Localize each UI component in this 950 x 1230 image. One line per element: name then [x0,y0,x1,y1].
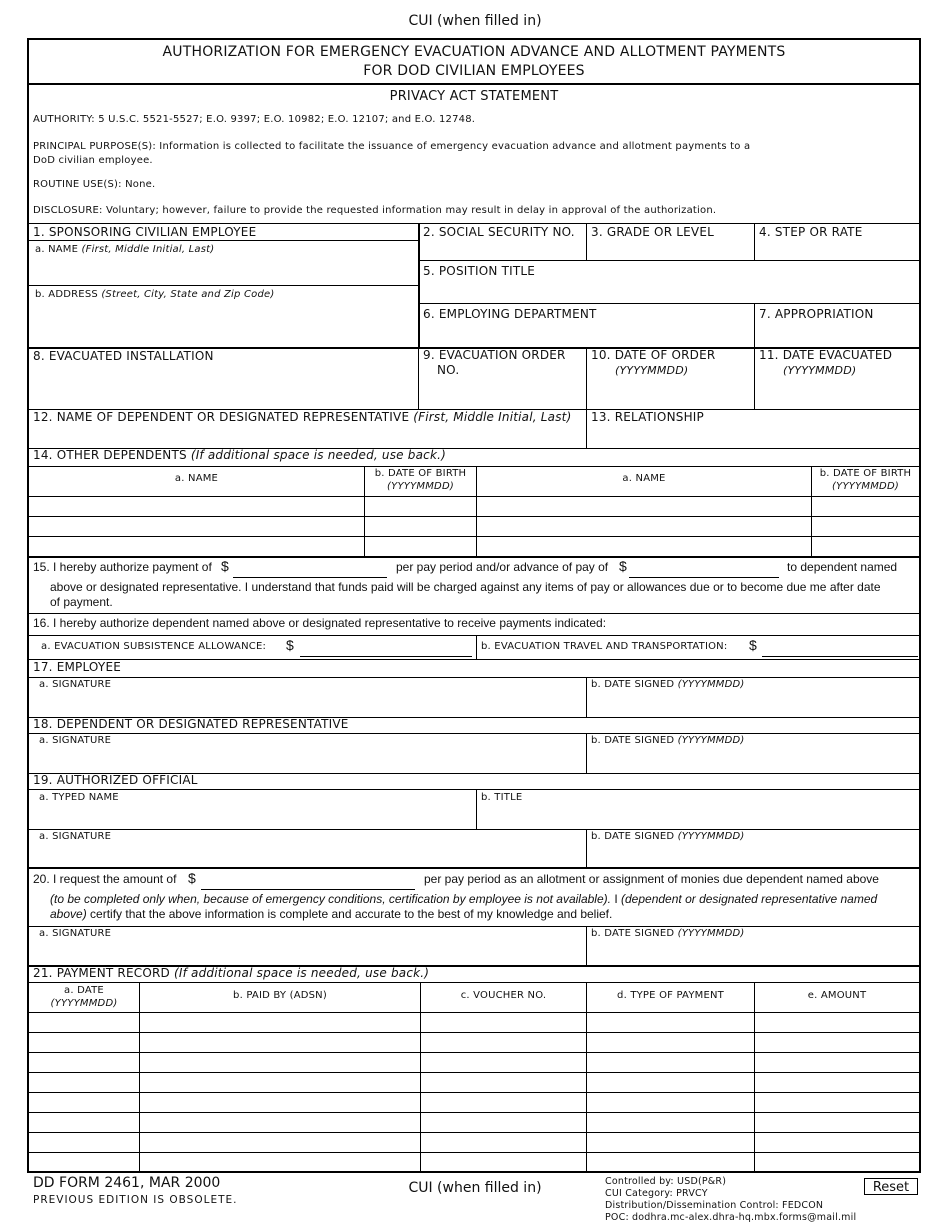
official-date-input[interactable] [591,845,915,865]
dependent-name-cell[interactable] [479,518,808,535]
divider [29,789,919,790]
field-10-line2: (YYYYMMDD) [615,364,689,377]
disclosure-text: Voluntary; however, failure to provide the requested information may result in delay in approval of the authorization. [105,205,717,216]
divider [29,1152,919,1153]
payment-type-cell[interactable] [589,1014,752,1031]
payment-type-cell[interactable] [589,1034,752,1051]
divider [29,613,919,614]
voucher-cell[interactable] [423,1034,584,1051]
divider [420,982,421,1173]
divider [418,303,919,304]
order-date-input[interactable] [591,382,749,404]
divider [586,223,587,260]
allotment-amount-input[interactable] [201,871,415,888]
requester-date-label [591,928,745,939]
field-9-line1: 9. EVACUATION ORDER [423,348,566,362]
dependent-signature-input[interactable] [33,749,581,769]
field-20-i: I [614,892,618,906]
paid-by-cell[interactable] [142,1014,418,1031]
date-format-hint: (YYYYMMDD) [677,679,745,690]
paid-by-cell[interactable] [142,1094,418,1111]
name-hint: (First, Middle Initial, Last) [81,244,215,255]
dependents-dob-header [365,467,476,493]
field-15-line2: above or designated representative. I understand that funds paid will be charged against any items of pay or allowances due or to become due me after date [50,580,881,594]
employee-date-input[interactable] [591,693,915,713]
field-15-body [50,580,918,610]
date-signed-text: b. DATE SIGNED [591,679,675,690]
divider [586,409,587,448]
privacy-purpose [33,140,913,168]
paid-by-cell[interactable] [142,1054,418,1071]
divider [586,982,587,1173]
payment-date-cell[interactable] [31,1154,137,1171]
travel-amount-input[interactable] [762,638,916,655]
official-title-label: b. TITLE [481,792,523,803]
address-label: b. ADDRESS [35,289,98,300]
payment-type-cell[interactable] [589,1054,752,1071]
underline [201,889,415,890]
divider [476,789,477,829]
cui-header: CUI (when filled in) [408,13,542,29]
divider [29,1032,919,1033]
voucher-cell[interactable] [423,1014,584,1031]
payment-type-cell[interactable] [589,1154,752,1171]
divider [754,347,755,409]
payment-type-cell[interactable] [589,1074,752,1091]
divider [29,733,919,734]
divider [418,347,419,409]
divider [476,635,477,660]
official-signature-input[interactable] [33,845,581,865]
divider [754,223,755,260]
field-21-text: 21. PAYMENT RECORD [33,966,170,980]
divider [29,659,919,660]
field-16a-label: a. EVACUATION SUBSISTENCE ALLOWANCE: [41,641,267,652]
ssn-input[interactable] [423,240,581,258]
routine-text: None. [125,179,156,190]
divider [29,556,919,558]
form-title-line2: FOR DOD CIVILIAN EMPLOYEES [363,63,585,79]
divider [811,466,812,557]
field-21-label [33,966,429,980]
department-input[interactable] [423,323,749,343]
amount-cell[interactable] [757,1134,916,1151]
privacy-authority [33,114,913,125]
field-11-line2: (YYYYMMDD) [783,364,857,377]
field-21-hint: (If additional space is needed, use back.) [173,966,430,980]
requester-date-input[interactable] [591,942,915,962]
field-1a-label [35,244,214,255]
field-3-label: 3. GRADE OR LEVEL [591,225,715,239]
dollar-sign: $ [221,558,229,574]
field-20-tail: per pay period as an allotment or assignment of monies due dependent named above [424,872,879,886]
payment-date-cell[interactable] [31,1094,137,1111]
divider [29,1052,919,1053]
payment-type-cell[interactable] [589,1094,752,1111]
divider [754,303,755,347]
field-10-line1: 10. DATE OF ORDER [591,348,716,362]
field-11-line1: 11. DATE EVACUATED [759,348,893,362]
authority-label: AUTHORITY: [33,114,95,125]
privacy-routine [33,179,913,190]
divider [29,1012,919,1013]
payment-date-cell[interactable] [31,1134,137,1151]
form-title [29,43,919,81]
paid-by-header: b. PAID BY (ADSN) [233,990,327,1001]
payment-type-header: d. TYPE OF PAYMENT [617,990,724,1001]
subsistence-amount-input[interactable] [300,638,470,655]
payment-date-cell[interactable] [31,1074,137,1091]
installation-input[interactable] [33,370,413,400]
field-12-label [33,410,571,424]
official-date-label [591,831,745,842]
divider [754,982,755,1173]
payment-date-cell[interactable] [31,1054,137,1071]
dollar-sign: $ [619,558,627,574]
field-15-lead: 15. I hereby authorize payment of [33,560,212,574]
privacy-heading: PRIVACY ACT STATEMENT [389,89,559,104]
date-format-hint: (YYYYMMDD) [677,831,745,842]
divider [29,223,919,224]
dependent-date-input[interactable] [591,749,915,769]
amount-header: e. AMOUNT [807,990,867,1001]
dependent-date-label [591,735,745,746]
field-10-label [591,348,715,378]
divider [586,347,587,409]
field-1-label: 1. SPONSORING CIVILIAN EMPLOYEE [33,225,257,239]
evacuated-date-input[interactable] [759,382,915,404]
date-format-hint: (YYYYMMDD) [677,735,745,746]
payment-date-line1: a. DATE [64,985,104,996]
divider [29,496,919,497]
divider [418,223,420,347]
dependent-dob-cell[interactable] [814,518,916,535]
name-label: a. NAME [35,244,79,255]
cui-designation [605,1176,856,1224]
address-hint: (Street, City, State and Zip Code) [101,289,275,300]
amount-cell[interactable] [757,1114,916,1131]
dollar-sign: $ [286,637,294,653]
divider [29,1072,919,1073]
divider [586,829,587,867]
field-18-label: 18. DEPENDENT OR DESIGNATED REPRESENTATIVE [33,717,349,731]
divider [139,982,140,1173]
official-typed-name-label: a. TYPED NAME [39,792,119,803]
cui-footer: CUI (when filled in) [408,1180,542,1196]
field-11-label [759,348,892,378]
field-12-text: 12. NAME OF DEPENDENT OR DESIGNATED REPRESENTATIVE [33,410,410,424]
field-1b-label [35,289,274,300]
underline [233,577,387,578]
divider [418,260,919,261]
divider [29,516,919,517]
amount-cell[interactable] [757,1094,916,1111]
divider [586,926,587,965]
payment-type-cell[interactable] [589,1114,752,1131]
field-14-text: 14. OTHER DEPENDENTS [33,448,187,462]
dependent-name-cell[interactable] [479,498,808,515]
dependent-dob-cell[interactable] [367,498,473,515]
field-2-label: 2. SOCIAL SECURITY NO. [423,225,575,239]
controlled-by: Controlled by: USD(P&R) [605,1176,727,1187]
field-9-line2: NO. [437,363,460,377]
official-title-input[interactable] [481,806,915,826]
divider [29,1092,919,1093]
dependent-dob-cell[interactable] [367,518,473,535]
employee-date-label [591,679,745,690]
field-15-mid: per pay period and/or advance of pay of [396,560,609,574]
field-20-above: above) [50,907,87,921]
divider [29,536,919,537]
dependent-dob-cell[interactable] [814,498,916,515]
dollar-sign: $ [749,637,757,653]
official-signature-label: a. SIGNATURE [39,831,112,842]
amount-cell[interactable] [757,1054,916,1071]
payment-date-line2: (YYYYMMDD) [50,998,118,1009]
divider [29,926,919,927]
voucher-cell[interactable] [423,1074,584,1091]
field-20-body [50,892,916,922]
paid-by-cell[interactable] [142,1114,418,1131]
voucher-header: c. VOUCHER NO. [460,990,547,1001]
employee-signature-label: a. SIGNATURE [39,679,112,690]
amount-cell[interactable] [757,1034,916,1051]
purpose-text: Information is collected to facilitate the issuance of emergency evacuation advance and allotment payments to a [159,141,751,152]
voucher-cell[interactable] [423,1094,584,1111]
voucher-cell[interactable] [423,1114,584,1131]
order-no-input[interactable] [423,382,581,404]
grade-input[interactable] [591,240,749,258]
employee-signature-input[interactable] [33,693,581,713]
payment-date-cell[interactable] [31,1014,137,1031]
dollar-sign: $ [188,870,196,886]
payment-type-cell[interactable] [589,1134,752,1151]
official-typed-name-input[interactable] [33,806,471,826]
field-15-tail: to dependent named [787,560,898,574]
divider [586,733,587,773]
dependent-name-cell[interactable] [31,518,361,535]
dependents-dob-header-2 [812,467,919,493]
payment-amount-input[interactable] [233,559,387,576]
amount-cell[interactable] [757,1074,916,1091]
divider [29,83,919,85]
payment-date-header [29,984,139,1010]
dependent-dob-cell[interactable] [814,538,916,555]
field-14-hint: (If additional space is needed, use back.) [190,448,446,462]
voucher-cell[interactable] [423,1154,584,1171]
payment-date-cell[interactable] [31,1034,137,1051]
field-4-label: 4. STEP OR RATE [759,225,863,239]
field-16-label: 16. I hereby authorize dependent named above or designated representative to receive payments indicated: [33,616,607,630]
divider [476,466,477,557]
paid-by-cell[interactable] [142,1134,418,1151]
field-5-label: 5. POSITION TITLE [423,264,536,278]
appropriation-input[interactable] [759,323,915,343]
amount-cell[interactable] [757,1014,916,1031]
purpose-text-2: DoD civilian employee. [33,155,153,166]
divider [29,982,919,983]
form-frame [27,38,921,1173]
underline [762,656,918,657]
divider [29,635,919,636]
dependent-name-cell[interactable] [479,538,808,555]
divider [29,285,418,286]
field-20-condition: (to be completed only when, because of emergency conditions, certification by employee is not available). [50,892,611,906]
distribution-control: Distribution/Dissemination Control: FEDCON [605,1200,824,1211]
requester-signature-input[interactable] [33,942,581,962]
amount-cell[interactable] [757,1154,916,1171]
step-input[interactable] [759,240,915,258]
form-number: DD FORM 2461, MAR 2000 [33,1175,221,1191]
field-6-label: 6. EMPLOYING DEPARTMENT [423,307,597,321]
divider [586,677,587,717]
voucher-cell[interactable] [423,1134,584,1151]
privacy-disclosure [33,205,913,216]
date-signed-text: b. DATE SIGNED [591,928,675,939]
paid-by-cell[interactable] [142,1034,418,1051]
dob-line2: (YYYYMMDD) [387,481,454,492]
poc: POC: dodhra.mc-alex.dhra-hq.mbx.forms@mail.mil [605,1212,857,1223]
requester-signature-label: a. SIGNATURE [39,928,112,939]
field-15-line3: of payment. [50,595,113,609]
dependent-name-cell[interactable] [31,498,361,515]
paid-by-cell[interactable] [142,1074,418,1091]
purpose-label: PRINCIPAL PURPOSE(S): [33,141,156,152]
sponsor-name-input[interactable] [33,258,413,282]
dependents-name-header: a. NAME [174,473,219,484]
field-20-lead: 20. I request the amount of [33,872,177,886]
payment-date-cell[interactable] [31,1114,137,1131]
dependents-name-header-2: a. NAME [622,473,666,484]
dependent-signature-label: a. SIGNATURE [39,735,112,746]
sponsor-address-input[interactable] [33,303,413,343]
obsolete-notice: PREVIOUS EDITION IS OBSOLETE. [33,1194,238,1206]
dob-line1: b. DATE OF BIRTH [374,468,467,479]
divider [364,466,365,557]
dob-line2: (YYYYMMDD) [832,481,899,492]
field-16b-label: b. EVACUATION TRAVEL AND TRANSPORTATION: [481,641,728,652]
cui-category: CUI Category: PRVCY [605,1188,708,1199]
date-signed-text: b. DATE SIGNED [591,831,675,842]
voucher-cell[interactable] [423,1054,584,1071]
field-20-representative: (dependent or designated representative named [621,892,878,906]
field-13-label: 13. RELATIONSHIP [591,410,704,424]
field-14-label [33,448,446,462]
advance-amount-input[interactable] [629,559,779,576]
divider [29,240,418,241]
dependent-dob-cell[interactable] [367,538,473,555]
relationship-input[interactable] [591,427,915,447]
dependent-name-input[interactable] [33,427,581,447]
authority-text: 5 U.S.C. 5521-5527; E.O. 9397; E.O. 10982; E.O. 12107; and E.O. 12748. [98,114,476,125]
underline [629,577,779,578]
divider [29,829,919,830]
field-12-hint: (First, Middle Initial, Last) [413,410,572,424]
dependent-name-cell[interactable] [31,538,361,555]
field-17-label: 17. EMPLOYEE [33,660,122,674]
date-format-hint: (YYYYMMDD) [677,928,745,939]
form-title-line1: AUTHORIZATION FOR EMERGENCY EVACUATION ADVANCE AND ALLOTMENT PAYMENTS [162,44,786,60]
routine-label: ROUTINE USE(S): [33,179,122,190]
underline [300,656,472,657]
field-19-label: 19. AUTHORIZED OFFICIAL [33,773,198,787]
position-title-input[interactable] [423,280,913,300]
divider [29,867,919,869]
field-9-label [423,348,566,378]
divider [29,677,919,678]
divider [29,1132,919,1133]
reset-button[interactable]: Reset [864,1178,918,1195]
disclosure-label: DISCLOSURE: [33,205,103,216]
field-8-label: 8. EVACUATED INSTALLATION [33,349,214,363]
date-signed-text: b. DATE SIGNED [591,735,675,746]
dob-line1: b. DATE OF BIRTH [819,468,912,479]
divider [29,1112,919,1113]
field-7-label: 7. APPROPRIATION [759,307,874,321]
paid-by-cell[interactable] [142,1154,418,1171]
field-20-certify: certify that the above information is complete and accurate to the best of my knowledge and belief. [90,907,613,921]
